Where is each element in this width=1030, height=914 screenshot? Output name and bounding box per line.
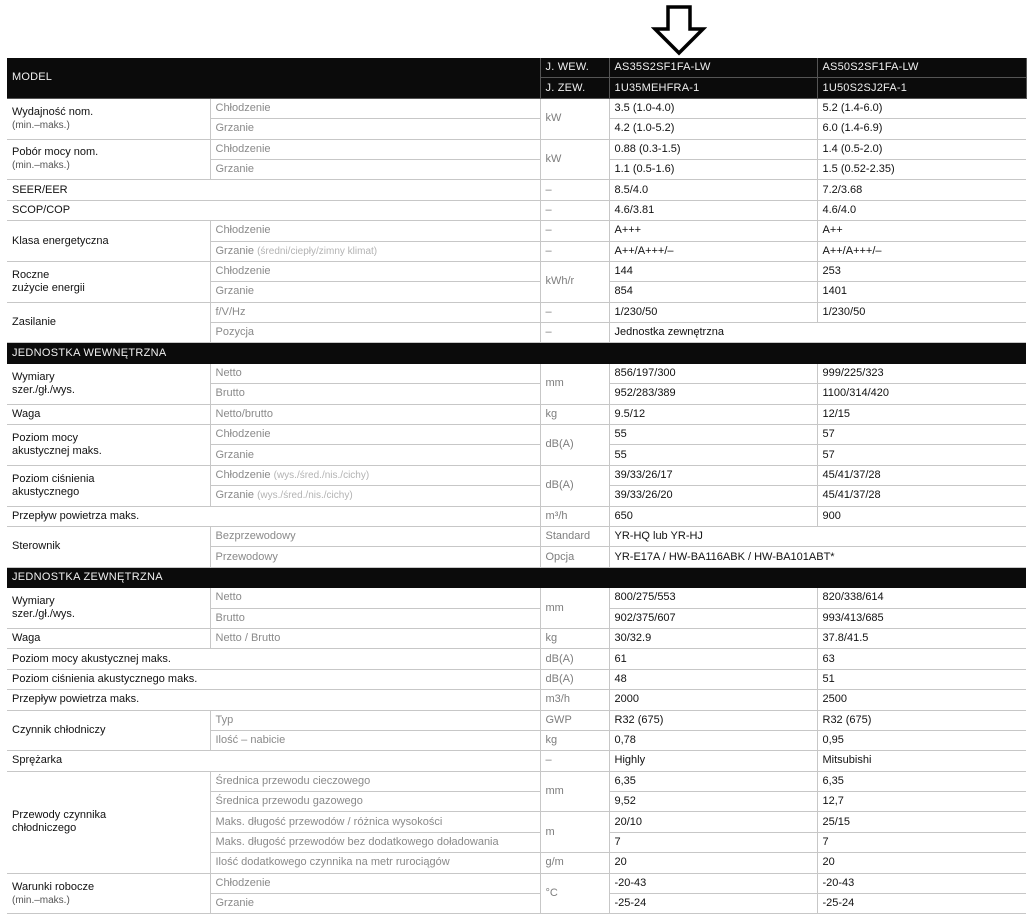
value-cell: A++/A+++/– (609, 241, 817, 261)
table-row (7, 200, 1026, 220)
unit-cell: kW (540, 139, 609, 180)
value-cell: 7.2/3.68 (817, 180, 1026, 200)
value-cell: 30/32.9 (609, 628, 817, 648)
value-cell: -20-43 (817, 873, 1026, 893)
unit-cell: – (540, 221, 609, 241)
unit-cell: dB(A) (540, 649, 609, 669)
unit-cell: – (540, 323, 609, 343)
value-cell: 39/33/26/20 (609, 486, 817, 506)
row-label: Poziom ciśnienia akustycznego (7, 465, 210, 506)
table-row (7, 363, 1026, 383)
value-cell: 1401 (817, 282, 1026, 302)
value-cell: 0.88 (0.3-1.5) (609, 139, 817, 159)
table-row (7, 425, 1026, 445)
value-cell: 4.6/4.0 (817, 200, 1026, 220)
sub-label: Chłodzenie (wys./śred./nis./cichy) (210, 465, 540, 485)
unit-cell: dB(A) (540, 425, 609, 466)
row-label: Poziom ciśnienia akustycznego maks. (7, 669, 540, 689)
value-cell: -25-24 (609, 894, 817, 914)
sub-label: Chłodzenie (210, 425, 540, 445)
sub-label: f/V/Hz (210, 302, 540, 322)
header-row-indoor (7, 58, 1026, 78)
row-label: Warunki robocze (min.–maks.) (7, 873, 210, 914)
value-cell: 2500 (817, 690, 1026, 710)
value-cell: 2000 (609, 690, 817, 710)
value-cell: 650 (609, 506, 817, 526)
value-cell: 20/10 (609, 812, 817, 832)
table-row (7, 506, 1026, 526)
row-label: Roczne zużycie energii (7, 261, 210, 302)
unit-cell: GWP (540, 710, 609, 730)
row-label: Wymiary szer./gł./wys. (7, 363, 210, 404)
unit-cell: mm (540, 363, 609, 404)
unit-cell: dB(A) (540, 669, 609, 689)
outdoor-unit-label: J. ZEW. (540, 78, 609, 98)
row-label: Poziom mocy akustycznej maks. (7, 649, 540, 669)
value-cell: 1/230/50 (609, 302, 817, 322)
unit-cell: m (540, 812, 609, 853)
row-label: Wydajność nom. (min.–maks.) (7, 98, 210, 139)
row-label: Sprężarka (7, 751, 540, 771)
value-cell: 6.0 (1.4-6.9) (817, 119, 1026, 139)
table-row (7, 98, 1026, 118)
value-cell: 1.1 (0.5-1.6) (609, 159, 817, 179)
table-row (7, 261, 1026, 281)
value-cell: 55 (609, 445, 817, 465)
unit-cell: m3/h (540, 690, 609, 710)
sub-label: Netto (210, 363, 540, 383)
value-cell: A++ (817, 221, 1026, 241)
value-cell: 57 (817, 425, 1026, 445)
unit-cell: – (540, 200, 609, 220)
sub-label: Chłodzenie (210, 261, 540, 281)
sub-label: Grzanie (210, 282, 540, 302)
sub-label: Bezprzewodowy (210, 526, 540, 546)
sub-label: Maks. długość przewodów / różnica wysokości (210, 812, 540, 832)
model-label: MODEL (7, 58, 540, 98)
value-cell: 993/413/685 (817, 608, 1026, 628)
value-cell: 63 (817, 649, 1026, 669)
row-label: Czynnik chłodniczy (7, 710, 210, 751)
unit-cell: mm (540, 771, 609, 812)
sub-label: Chłodzenie (210, 98, 540, 118)
value-cell: 952/283/389 (609, 384, 817, 404)
table-row (7, 404, 1026, 424)
value-cell: 7 (817, 832, 1026, 852)
value-cell: 3.5 (1.0-4.0) (609, 98, 817, 118)
value-cell: 8.5/4.0 (609, 180, 817, 200)
value-cell: YR-HQ lub YR-HJ (609, 526, 1026, 546)
value-cell: 45/41/37/28 (817, 465, 1026, 485)
table-row (7, 221, 1026, 241)
value-cell: 48 (609, 669, 817, 689)
value-cell: 856/197/300 (609, 363, 817, 383)
value-cell: 51 (817, 669, 1026, 689)
value-cell: A+++ (609, 221, 817, 241)
table-row (7, 302, 1026, 322)
table-row (7, 628, 1026, 648)
value-cell: 39/33/26/17 (609, 465, 817, 485)
row-label: Waga (7, 628, 210, 648)
unit-cell: Opcja (540, 547, 609, 567)
row-label: Klasa energetyczna (7, 221, 210, 262)
row-label: Przepływ powietrza maks. (7, 506, 540, 526)
sub-label: Maks. długość przewodów bez dodatkowego doładowania (210, 832, 540, 852)
value-cell: 5.2 (1.4-6.0) (817, 98, 1026, 118)
value-cell: 12/15 (817, 404, 1026, 424)
value-cell: 1/230/50 (817, 302, 1026, 322)
table-row (7, 649, 1026, 669)
value-cell: -20-43 (609, 873, 817, 893)
value-cell: 20 (817, 853, 1026, 873)
sub-label: Grzanie (210, 445, 540, 465)
down-arrow-icon (651, 4, 707, 56)
row-label: Pobór mocy nom. (min.–maks.) (7, 139, 210, 180)
value-cell: 900 (817, 506, 1026, 526)
sub-label: Pozycja (210, 323, 540, 343)
value-cell: Highly (609, 751, 817, 771)
unit-cell: – (540, 241, 609, 261)
unit-cell: kg (540, 404, 609, 424)
row-label: Przewody czynnika chłodniczego (7, 771, 210, 873)
value-cell: 20 (609, 853, 817, 873)
value-cell: Jednostka zewnętrzna (609, 323, 1026, 343)
sub-label: Chłodzenie (210, 221, 540, 241)
sub-label: Netto (210, 588, 540, 608)
col2-outdoor-model: 1U50S2SJ2FA-1 (817, 78, 1026, 98)
section-header-outdoor (7, 567, 1026, 587)
value-cell: 820/338/614 (817, 588, 1026, 608)
value-cell: 6,35 (609, 771, 817, 791)
row-label: Przepływ powietrza maks. (7, 690, 540, 710)
row-label: Waga (7, 404, 210, 424)
table-row (7, 771, 1026, 791)
section-title: JEDNOSTKA ZEWNĘTRZNA (7, 567, 1026, 587)
sub-label: Brutto (210, 608, 540, 628)
value-cell: 253 (817, 261, 1026, 281)
unit-cell: m³/h (540, 506, 609, 526)
value-cell: 4.2 (1.0-5.2) (609, 119, 817, 139)
table-row (7, 710, 1026, 730)
value-cell: 7 (609, 832, 817, 852)
sub-label: Typ (210, 710, 540, 730)
row-label: SEER/EER (7, 180, 540, 200)
value-cell: 1.4 (0.5-2.0) (817, 139, 1026, 159)
row-label: Wymiary szer./gł./wys. (7, 588, 210, 629)
table-row (7, 669, 1026, 689)
sub-label: Średnica przewodu gazowego (210, 792, 540, 812)
value-cell: 12,7 (817, 792, 1026, 812)
table-row (7, 588, 1026, 608)
sub-label: Netto / Brutto (210, 628, 540, 648)
indoor-unit-label: J. WEW. (540, 58, 609, 78)
value-cell: Mitsubishi (817, 751, 1026, 771)
sub-label: Grzanie (210, 119, 540, 139)
table-row (7, 873, 1026, 893)
value-cell: 854 (609, 282, 817, 302)
sub-label: Grzanie (wys./śred./nis./cichy) (210, 486, 540, 506)
unit-cell: – (540, 180, 609, 200)
sub-label: Średnica przewodu cieczowego (210, 771, 540, 791)
row-label: Poziom mocy akustycznej maks. (7, 425, 210, 466)
sub-label: Chłodzenie (210, 139, 540, 159)
sub-label: Netto/brutto (210, 404, 540, 424)
value-cell: A++/A+++/– (817, 241, 1026, 261)
value-cell: 25/15 (817, 812, 1026, 832)
unit-cell: kW (540, 98, 609, 139)
value-cell: 55 (609, 425, 817, 445)
unit-cell: dB(A) (540, 465, 609, 506)
unit-cell: g/m (540, 853, 609, 873)
table-row (7, 139, 1026, 159)
section-header-indoor (7, 343, 1026, 363)
sub-label: Grzanie (średni/ciepły/zimny klimat) (210, 241, 540, 261)
value-cell: 9.5/12 (609, 404, 817, 424)
unit-cell: kg (540, 628, 609, 648)
row-label: Zasilanie (7, 302, 210, 343)
sub-label: Grzanie (210, 894, 540, 914)
unit-cell: kg (540, 730, 609, 750)
value-cell: 999/225/323 (817, 363, 1026, 383)
row-label: SCOP/COP (7, 200, 540, 220)
sub-label: Ilość dodatkowego czynnika na metr rurociągów (210, 853, 540, 873)
value-cell: 1.5 (0.52-2.35) (817, 159, 1026, 179)
value-cell: 144 (609, 261, 817, 281)
col1-indoor-model: AS35S2SF1FA-LW (609, 58, 817, 78)
value-cell: 45/41/37/28 (817, 486, 1026, 506)
value-cell: 0,95 (817, 730, 1026, 750)
sub-label: Grzanie (210, 159, 540, 179)
unit-cell: – (540, 302, 609, 322)
sub-label: Chłodzenie (210, 873, 540, 893)
col1-outdoor-model: 1U35MEHFRA-1 (609, 78, 817, 98)
value-cell: 6,35 (817, 771, 1026, 791)
value-cell: YR-E17A / HW-BA116ABK / HW-BA101ABT* (609, 547, 1026, 567)
sub-label: Przewodowy (210, 547, 540, 567)
col2-indoor-model: AS50S2SF1FA-LW (817, 58, 1026, 78)
value-cell: 61 (609, 649, 817, 669)
value-cell: 4.6/3.81 (609, 200, 817, 220)
spec-table (7, 58, 1027, 914)
value-cell: 57 (817, 445, 1026, 465)
value-cell: 1100/314/420 (817, 384, 1026, 404)
table-row (7, 465, 1026, 485)
value-cell: 9,52 (609, 792, 817, 812)
value-cell: 0,78 (609, 730, 817, 750)
value-cell: R32 (675) (609, 710, 817, 730)
sub-label: Brutto (210, 384, 540, 404)
table-row (7, 526, 1026, 546)
unit-cell: mm (540, 588, 609, 629)
value-cell: -25-24 (817, 894, 1026, 914)
table-row (7, 751, 1026, 771)
unit-cell: – (540, 751, 609, 771)
sub-label: Ilość – nabicie (210, 730, 540, 750)
value-cell: 902/375/607 (609, 608, 817, 628)
row-label: Sterownik (7, 526, 210, 567)
value-cell: R32 (675) (817, 710, 1026, 730)
value-cell: 800/275/553 (609, 588, 817, 608)
unit-cell: Standard (540, 526, 609, 546)
table-row (7, 690, 1026, 710)
unit-cell: °C (540, 873, 609, 914)
value-cell: 37.8/41.5 (817, 628, 1026, 648)
section-title: JEDNOSTKA WEWNĘTRZNA (7, 343, 1026, 363)
table-row (7, 180, 1026, 200)
unit-cell: kWh/r (540, 261, 609, 302)
